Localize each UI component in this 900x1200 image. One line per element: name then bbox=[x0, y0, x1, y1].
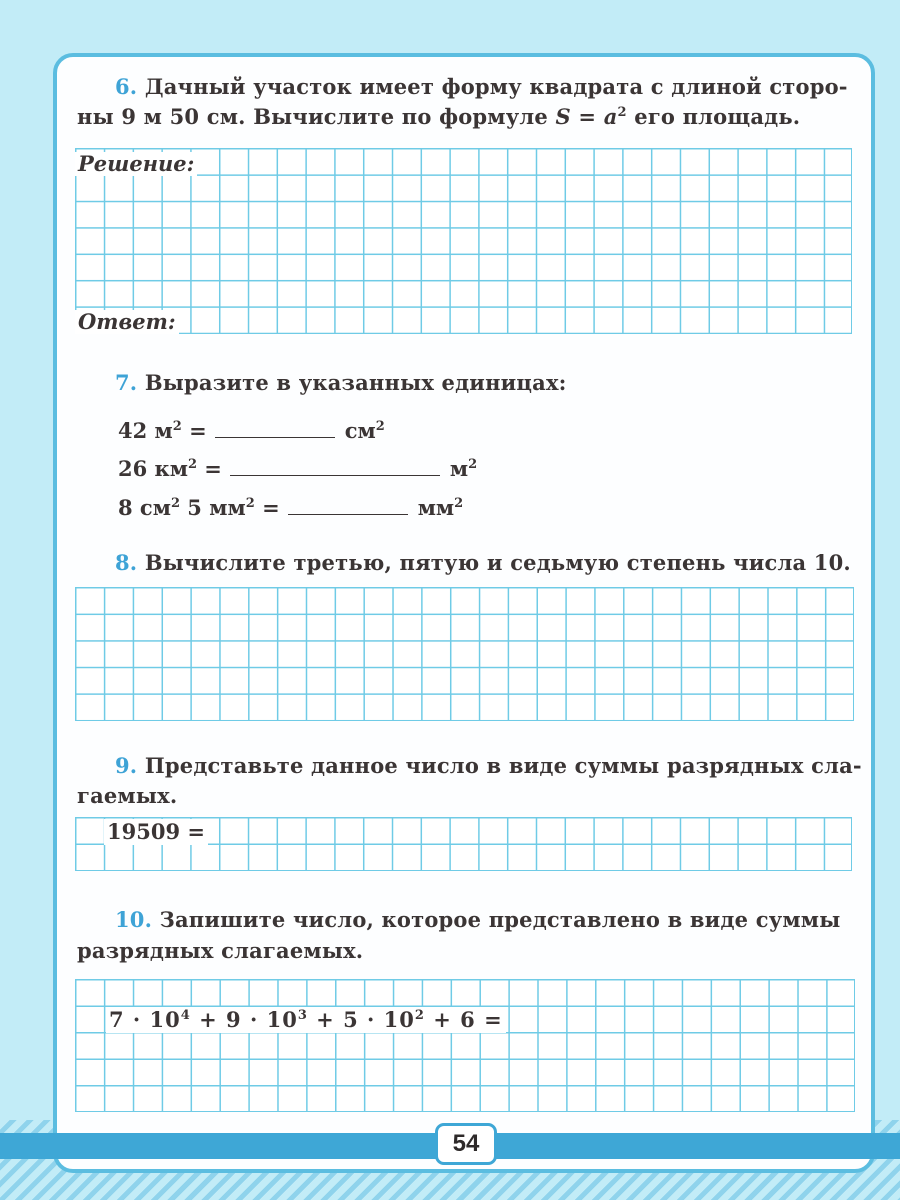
task9-text-line2: гаемых. bbox=[77, 783, 178, 808]
task10-line1 bbox=[115, 905, 840, 935]
row3-unit: мм bbox=[417, 495, 455, 520]
expr-term4: + 6 = bbox=[424, 1007, 503, 1032]
answer-blank-1[interactable] bbox=[215, 418, 335, 438]
row3-eq: = bbox=[254, 495, 280, 520]
answer-blank-2[interactable] bbox=[230, 456, 440, 476]
task6-text-line2: ны 9 м 50 см. Вычислите по формуле bbox=[77, 104, 556, 129]
row3-unit-exp: 2 bbox=[454, 496, 464, 511]
task10-text-line2: разрядных слагаемых. bbox=[77, 938, 364, 963]
row1-left: 42 м bbox=[118, 418, 173, 443]
page-number: 54 bbox=[452, 1130, 480, 1157]
task10-text-line1: Запишите число, которое представлено в виде суммы bbox=[159, 907, 841, 932]
conversion-row-3 bbox=[118, 494, 463, 522]
row1-unit-exp: 2 bbox=[375, 419, 385, 434]
task8-number: 8. bbox=[115, 550, 138, 575]
task6-line1 bbox=[115, 72, 848, 102]
row2-left: 26 км bbox=[118, 456, 188, 481]
row3-left-tail: 5 мм bbox=[180, 495, 246, 520]
row1-eq: = bbox=[181, 418, 207, 443]
task9-number: 9. bbox=[115, 753, 138, 778]
row3-left-exp: 2 bbox=[170, 496, 180, 511]
conversion-row-2 bbox=[118, 455, 477, 483]
task8-title bbox=[115, 548, 851, 578]
task6-number: 6. bbox=[115, 74, 138, 99]
answer-label: Ответ: bbox=[75, 310, 179, 334]
task6-text-tail: его площадь. bbox=[626, 104, 801, 129]
row2-eq: = bbox=[197, 456, 222, 481]
expr-exp1: 4 bbox=[180, 1008, 191, 1023]
task6-line2 bbox=[77, 102, 800, 132]
formula-a: a bbox=[603, 104, 618, 129]
row3-left: 8 см bbox=[118, 495, 171, 520]
task9-line1 bbox=[115, 751, 862, 781]
task10-expression bbox=[106, 1007, 506, 1033]
row2-left-exp: 2 bbox=[187, 457, 197, 472]
row3-left-tail-exp: 2 bbox=[245, 496, 255, 511]
answer-blank-3[interactable] bbox=[288, 495, 408, 515]
solution-label: Решение: bbox=[75, 152, 197, 176]
formula-S: S bbox=[555, 104, 571, 129]
row2-unit: м bbox=[449, 456, 469, 481]
page-number-badge bbox=[435, 1123, 497, 1165]
expr-exp2: 3 bbox=[297, 1008, 308, 1023]
task9-line2 bbox=[77, 781, 177, 811]
task9-expression: 19509 = bbox=[104, 819, 208, 845]
expr-exp3: 2 bbox=[414, 1008, 425, 1023]
task8-work-grid[interactable] bbox=[75, 587, 854, 721]
task7-number: 7. bbox=[115, 370, 138, 395]
task10-answer-grid[interactable] bbox=[75, 979, 855, 1112]
expr-term3: + 5 · 10 bbox=[307, 1007, 415, 1032]
task8-text: Вычислите третью, пятую и седьмую степень числа 10. bbox=[144, 550, 851, 575]
expr-term1: 7 · 10 bbox=[109, 1007, 181, 1032]
formula-exponent: 2 bbox=[617, 105, 627, 120]
task10-line2 bbox=[77, 936, 363, 966]
formula-equals: = bbox=[570, 104, 604, 129]
conversion-row-1 bbox=[118, 417, 385, 445]
row1-left-exp: 2 bbox=[172, 419, 182, 434]
task7-text: Выразите в указанных единицах: bbox=[144, 370, 567, 395]
row1-unit: см bbox=[344, 418, 376, 443]
task6-text-line1: Дачный участок имеет форму квадрата с длиной сторо- bbox=[144, 74, 848, 99]
row2-unit-exp: 2 bbox=[468, 457, 478, 472]
expr-term2: + 9 · 10 bbox=[190, 1007, 298, 1032]
task7-title bbox=[115, 368, 567, 398]
task10-number: 10. bbox=[115, 907, 153, 932]
task9-text-line1: Представьте данное число в виде суммы разрядных сла- bbox=[144, 753, 862, 778]
